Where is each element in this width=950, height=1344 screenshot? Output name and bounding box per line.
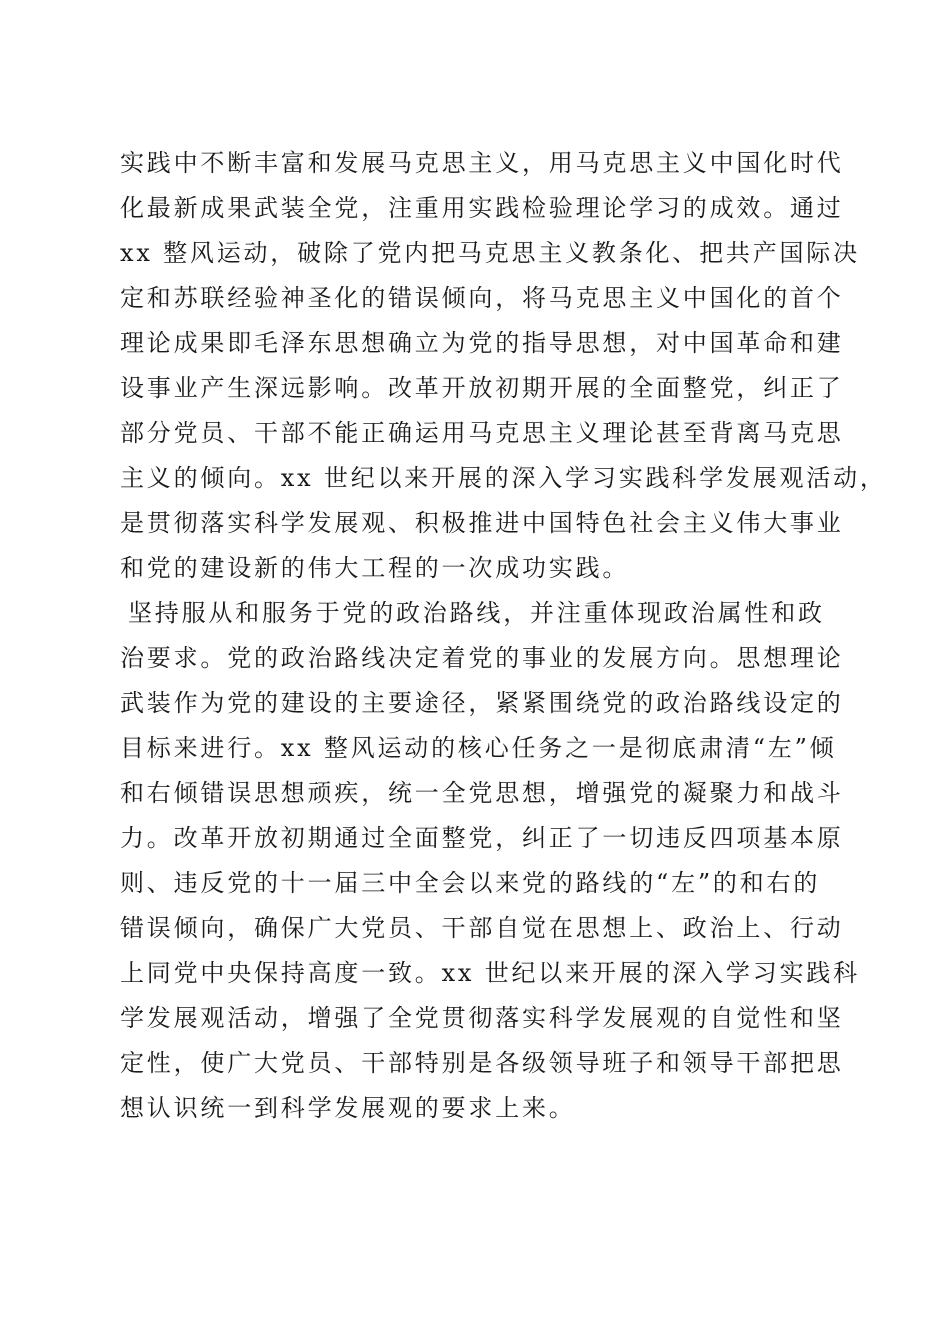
text-line: 是贯彻落实科学发展观、积极推进中国特色社会主义伟大事业 (120, 509, 844, 537)
paragraph-1 (120, 141, 887, 591)
text-line: 主义的倾向。xx 世纪以来开展的深入学习实践科学发展观活动， (120, 464, 887, 492)
text-line: 上同党中央保持高度一致。xx 世纪以来开展的深入学习实践科 (120, 959, 860, 987)
text-line: 定性，使广大党员、干部特别是各级领导班子和领导干部把思 (120, 1049, 844, 1077)
text-line: 错误倾向，确保广大党员、干部自觉在思想上、政治上、行动 (120, 914, 844, 942)
paragraph-2 (120, 591, 860, 1131)
text-line: 理论成果即毛泽东思想确立为党的指导思想，对中国革命和建 (120, 329, 844, 357)
text-line: 坚持服从和服务于党的政治路线，并注重体现政治属性和政 (128, 599, 825, 627)
text-line: 力。改革开放初期通过全面整党，纠正了一切违反四项基本原 (120, 824, 844, 852)
text-line: 学发展观活动，增强了全党贯彻落实科学发展观的自觉性和坚 (120, 1004, 844, 1032)
text-line: 设事业产生深远影响。改革开放初期开展的全面整党，纠正了 (120, 374, 844, 402)
text-line: 则、违反党的十一届三中全会以来党的路线的“左”的和右的 (120, 869, 821, 897)
text-line: 和右倾错误思想顽疾，统一全党思想，增强党的凝聚力和战斗 (120, 779, 844, 807)
body-text (120, 141, 887, 1131)
text-line: 定和苏联经验神圣化的错误倾向，将马克思主义中国化的首个 (120, 284, 844, 312)
text-line: 和党的建设新的伟大工程的一次成功实践。 (120, 554, 630, 582)
text-line: 想认识统一到科学发展观的要求上来。 (120, 1094, 576, 1122)
text-line: 治要求。党的政治路线决定着党的事业的发展方向。思想理论 (120, 644, 844, 672)
text-line: xx 整风运动，破除了党内把马克思主义教条化、把共产国际决 (120, 239, 860, 267)
text-line: 实践中不断丰富和发展马克思主义，用马克思主义中国化时代 (120, 149, 844, 177)
text-line: 化最新成果武装全党，注重用实践检验理论学习的成效。通过 (120, 194, 844, 222)
text-line: 武装作为党的建设的主要途径，紧紧围绕党的政治路线设定的 (120, 689, 844, 717)
text-line: 目标来进行。xx 整风运动的核心任务之一是彻底肃清“左”倾 (120, 734, 837, 762)
text-line: 部分党员、干部不能正确运用马克思主义理论甚至背离马克思 (120, 419, 844, 447)
